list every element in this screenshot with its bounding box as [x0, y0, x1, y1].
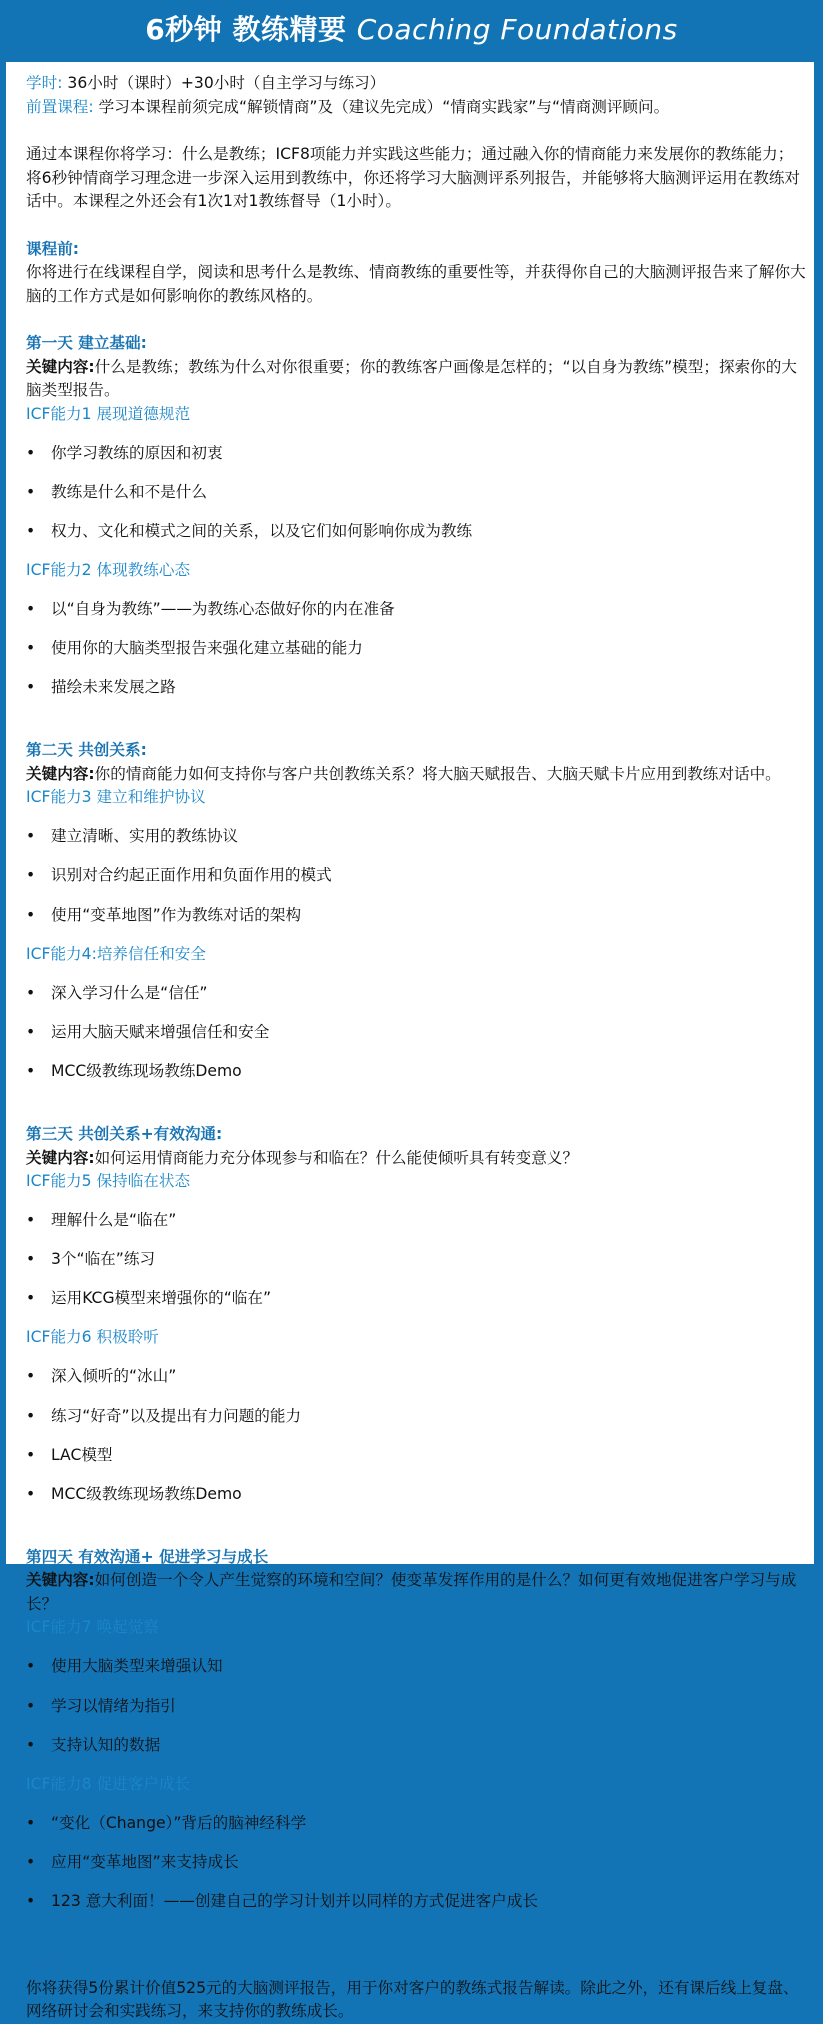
list-item: • MCC级教练现场教练Demo [26, 1483, 814, 1507]
list-item: • 教练是什么和不是什么 [26, 481, 814, 505]
spacer [26, 1522, 814, 1546]
day-4-title: 第四天 有效沟通+ 促进学习与成长 [26, 1547, 269, 1566]
list-item: • 学习以情绪为指引 [26, 1695, 814, 1719]
after-title: 课程后: [26, 1955, 80, 1974]
key-text: 如何运用情商能力充分体现参与和临在？什么能使倾听具有转变意义？ [94, 1148, 579, 1167]
list-item: • 以“自身为教练”——为教练心态做好你的内在准备 [26, 598, 814, 622]
spacer [26, 119, 814, 143]
day-4-icf-heading-2: ICF能力8 促进客户成长 [26, 1774, 191, 1793]
list-item: • 权力、文化和模式之间的关系，以及它们如何影响你成为教练 [26, 520, 814, 544]
key-text: 什么是教练；教练为什么对你很重要；你的教练客户画像是怎样的；“以自身为教练”模型；探索你的大脑类型报告。 [26, 357, 797, 399]
day-3-icf-heading-2: ICF能力6 积极聆听 [26, 1328, 159, 1347]
list-item: • 123 意大利面！——创建自己的学习计划并以同样的方式促进客户成长 [26, 1890, 814, 1914]
day-3-key [26, 1147, 806, 1171]
list-item: • 应用“变革地图”来支持成长 [26, 1851, 814, 1875]
spacer [26, 715, 814, 739]
spacer [26, 214, 814, 238]
prereq-row [26, 96, 814, 120]
day-4-key [26, 1569, 806, 1616]
title-en: Coaching Foundations [356, 13, 678, 46]
day-2-icf-heading-1: ICF能力3 建立和维护协议 [26, 788, 206, 807]
list-item: • “变化（Change）”背后的脑神经科学 [26, 1812, 814, 1836]
spacer [26, 1099, 814, 1123]
key-text: 你的情商能力如何支持你与客户共创教练关系？将大脑天赋报告、大脑天赋卡片应用到教练对话中。 [94, 764, 781, 783]
list-item: • 深入倾听的“冰山” [26, 1365, 814, 1389]
list-item: • 支持认知的数据 [26, 1734, 814, 1758]
list-item: • 运用大脑天赋来增强信任和安全 [26, 1021, 814, 1045]
day-2-key [26, 763, 806, 787]
day-1-title: 第一天 建立基础: [26, 334, 147, 352]
spacer [26, 1929, 814, 1953]
prereq-value: 学习本课程前须完成“解锁情商”及（建议先完成）“情商实践家”与“情商测评顾问。 [98, 97, 670, 116]
list-item: • 使用“变革地图”作为教练对话的架构 [26, 904, 814, 928]
day-1-icf-heading-2: ICF能力2 体现教练心态 [26, 560, 191, 579]
list-item: • 运用KCG模型来增强你的“临在” [26, 1287, 814, 1311]
intro-text: 通过本课程你将学习：什么是教练；ICF8项能力并实践这些能力；通过融入你的情商能力来发展你的教练能力；将6秒钟情商学习理念进一步深入运用到教练中，你还将学习大脑测评系列报告，并能够将大脑测评运用在教练对话中。本课程之外还会有1次1对1教练督导（1小时）。 [26, 145, 801, 210]
hours-value: 36小时（课时）+30小时（自主学习与练习） [67, 74, 386, 92]
day-2-icf-heading-2: ICF能力4:培养信任和安全 [26, 944, 206, 963]
before-title: 课程前: [26, 239, 80, 258]
day-3-icf-heading-1: ICF能力5 保持临在状态 [26, 1172, 191, 1190]
key-label: 关键内容: [26, 1148, 95, 1167]
course-content [6, 62, 814, 2021]
key-label: 关键内容: [26, 764, 95, 783]
prereq-label: 前置课程: [26, 97, 94, 116]
list-item: • 使用大脑类型来增强认知 [26, 1655, 814, 1679]
before-text: 你将进行在线课程自学，阅读和思考什么是教练、情商教练的重要性等，并获得你自己的大脑测评报告来了解你大脑的工作方式是如何影响你的教练风格的。 [26, 263, 806, 305]
key-text: 如何创造一个令人产生觉察的环境和空间？使变革发挥作用的是什么？如何更有效地促进客户学习与成长？ [26, 1571, 797, 1613]
list-item: • 描绘未来发展之路 [26, 676, 814, 700]
list-item: • LAC模型 [26, 1444, 814, 1468]
page-title [0, 0, 823, 60]
list-item: • 使用你的大脑类型报告来强化建立基础的能力 [26, 637, 814, 661]
day-4-icf-heading-1: ICF能力7 唤起觉察 [26, 1618, 159, 1637]
list-item: • 建立清晰、实用的教练协议 [26, 825, 814, 849]
list-item: • MCC级教练现场教练Demo [26, 1060, 814, 1084]
day-1-icf-heading-1: ICF能力1 展现道德规范 [26, 404, 191, 423]
list-item: • 识别对合约起正面作用和负面作用的模式 [26, 864, 814, 888]
day-3-title: 第三天 共创关系+有效沟通: [26, 1125, 223, 1143]
hours-row [26, 72, 814, 96]
title-cn: 6秒钟 教练精要 [145, 13, 347, 46]
list-item: • 3个“临在”练习 [26, 1248, 814, 1272]
list-item: • 理解什么是“临在” [26, 1209, 814, 1233]
spacer [26, 308, 814, 332]
day-1-key [26, 356, 806, 403]
list-item: • 练习“好奇”以及提出有力问题的能力 [26, 1405, 814, 1429]
list-item: • 深入学习什么是“信任” [26, 982, 814, 1006]
key-label: 关键内容: [26, 357, 95, 376]
list-item: • 你学习教练的原因和初衷 [26, 442, 814, 466]
hours-label: 学时: [26, 74, 63, 92]
after-text: 你将获得5份累计价值525元的大脑测评报告，用于你对客户的教练式报告解读。除此之外，还有课后线上复盘、网络研讨会和实践练习，来支持你的教练成长。 [26, 1978, 799, 2021]
key-label: 关键内容: [26, 1571, 95, 1590]
day-2-title: 第二天 共创关系: [26, 741, 147, 760]
